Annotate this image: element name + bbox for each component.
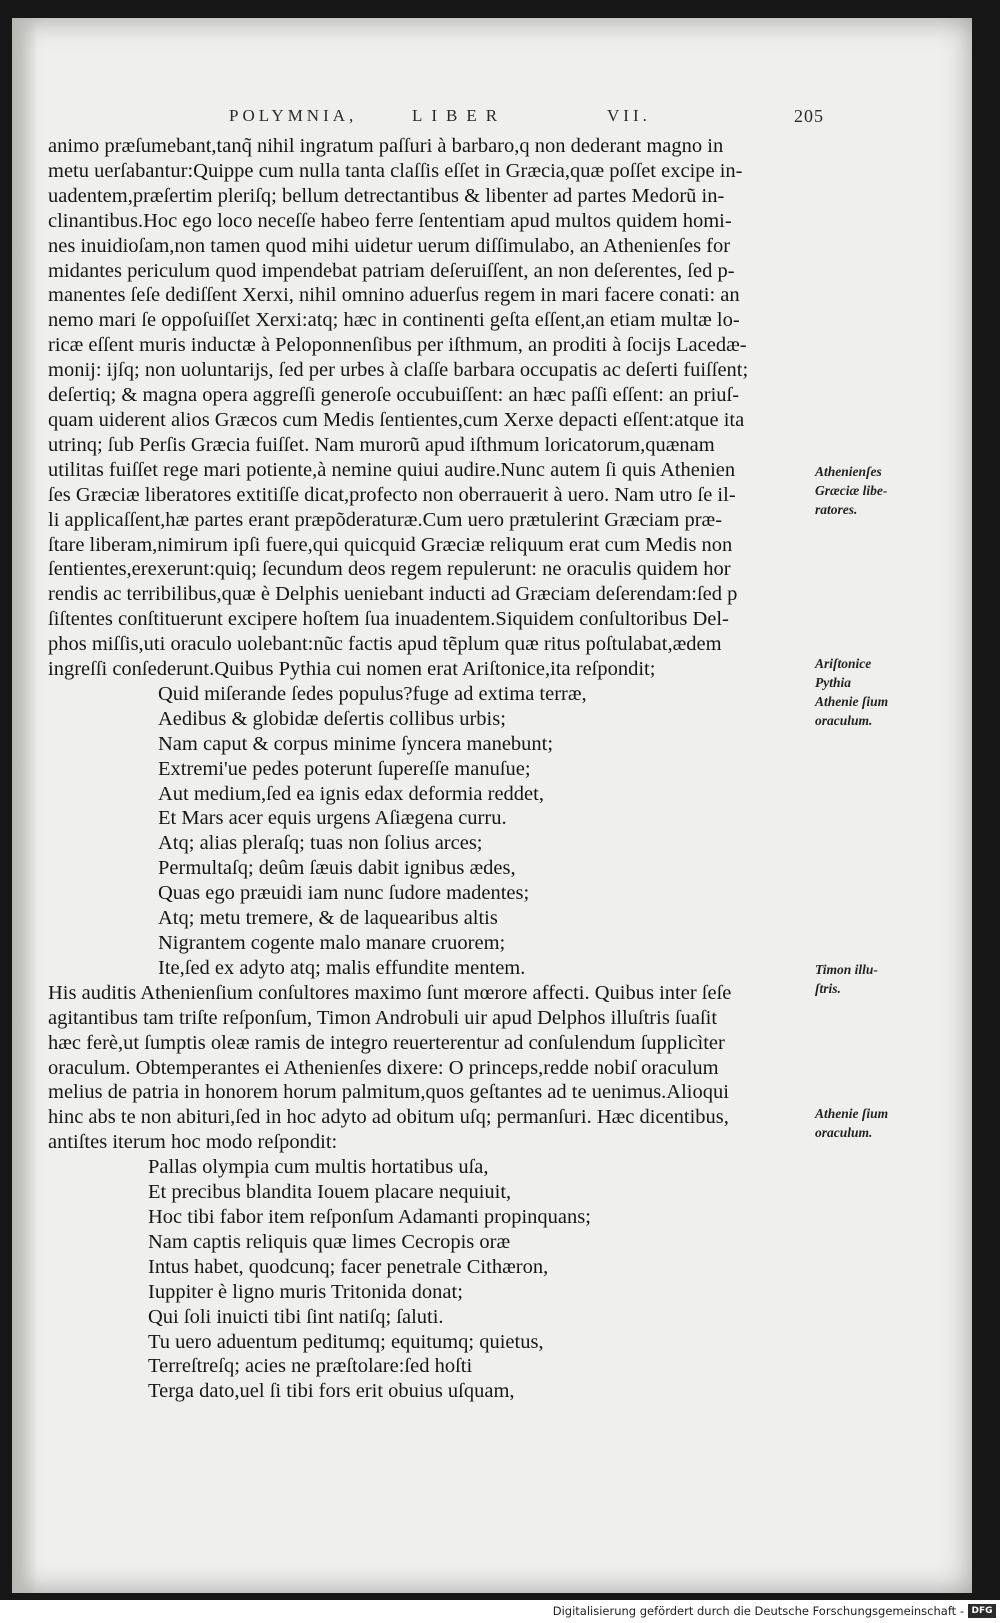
margin-note-line: Athenienſes [815, 464, 882, 479]
text-line: manentes ſeſe dediſſent Xerxi, nihil omnino aduerſus regem in mari facere conati: an [48, 284, 740, 307]
oracle-verse-1 [48, 682, 828, 981]
text-line: ſes Græciæ liberatores extitiſſe dicat,profecto non oberrauerit à uero. Nam utro ſe il- [48, 483, 736, 506]
oracle-verse-2 [48, 1155, 828, 1404]
margin-note-line: oraculum. [815, 1125, 873, 1140]
verse-line: Tu uero aduentum peditumq; equitumq; quietus, [148, 1330, 544, 1353]
verse-line: Quid miſerande ſedes populus?fuge ad extima terræ, [158, 682, 587, 705]
text-line: antiſtes iterum hoc modo reſpondit: [48, 1131, 338, 1154]
margin-note-aristonice [815, 654, 915, 730]
verse-line: Extremi'ue pedes poterunt ſupereſſe manuſue; [158, 757, 531, 780]
verse-line: Nam caput & corpus minime ſyncera manebunt; [158, 732, 554, 755]
text-line: agitantibus tam triſte reſponſum, Timon Androbuli uir apud Delphos illuſtris ſuaſit [48, 1006, 718, 1029]
verse-line: Nam captis reliquis quæ limes Cecropis oræ [148, 1230, 511, 1253]
margin-note-athenienses-liberatores [815, 462, 915, 519]
verse-line: Nigrantem cogente malo manare cruorem; [158, 932, 506, 954]
verse-line: Terga dato,uel ſi tibi fors erit obuius uſquam, [148, 1380, 515, 1403]
verse-line: Hoc tibi fabor item reſponſum Adamanti propinquans; [148, 1205, 591, 1228]
text-line: oraculum. Obtemperantes ei Athenienſes dixere: O princeps,redde nobiſ oraculum [48, 1056, 719, 1079]
margin-note-line: oraculum. [815, 713, 873, 728]
text-line: ricæ eſſent muris inductæ à Peloponnenſibus per iſthmum, an proditi à ſocijs Lacedæ- [48, 334, 747, 357]
margin-note-oraculum [815, 1104, 915, 1142]
margin-note-line: Pythia [815, 675, 851, 690]
text-line: nemo mari ſe oppoſuiſſet Xerxi:atq; hæc in continenti geſta eſſent,an etiam multæ lo- [48, 309, 740, 332]
text-line: rendis ac terribilibus,quæ è Delphis ueniebant inducti ad Græciam deſerendam:ſed p [48, 583, 738, 606]
margin-note-line: Athenie ſium [815, 694, 889, 709]
verse-line: Terreſtreſq; acies ne præſtolare:ſed hoſti [148, 1355, 473, 1378]
text-line: midantes periculum quod impendebat patriam deſeruiſſent, an non deſerentes, ſed p- [48, 259, 735, 282]
margin-note-timon [815, 960, 915, 998]
verse-line: Aedibus & globidæ deſertis collibus urbis; [158, 707, 506, 730]
text-line: hæc ferè,ut ſumptis oleæ ramis de integro reuerterentur ad conſulendum ſupplicìter [48, 1031, 725, 1054]
text-line: ingreſſi conſederunt.Quibus Pythia cui nomen erat Ariſtonice,ita reſpondit; [48, 658, 656, 681]
text-line: ſtare liberam,nimirum ipſi fuere,qui quicquid Græciæ reliquum erat cum Medis non [48, 533, 733, 556]
text-line: monij: ijſq; non uoluntarijs, ſed per urbes à claſſe barbara occupatis ac deſerti fuiſſent; [48, 359, 749, 382]
text-line: hinc abs te non abituri,ſed in hoc adyto ad obitum uſq; permanſuri. Hæc dicentibus, [48, 1106, 729, 1129]
text-line: utrinq; ſub Perſis Græcia fuiſſet. Nam murorũ apud iſthmum loricatorum,quænam [48, 433, 715, 456]
verse-line: Atq; alias pleraſq; tuas non ſolius arces; [158, 832, 483, 855]
text-line: metu uerſabantur:Quippe cum nulla tanta claſſis eſſet in Græcia,quæ poſſet excipe in- [48, 159, 743, 182]
verse-line: Intus habet, quodcunq; facer penetrale Cithæron, [148, 1255, 549, 1278]
text-line: uadentem,præſertim pleriſq; bellum detrectantibus & libenter ad partes Medorũ in- [48, 184, 725, 207]
dfg-logo-icon: DFG [968, 1604, 996, 1618]
footer-bar [0, 1600, 1000, 1623]
text-line: animo præſumebant,tanq̃ nihil ingratum paſſuri à barbaro,q non dederant magno in [48, 135, 724, 157]
running-head [12, 106, 972, 136]
margin-note-line: Athenie ſium [815, 1106, 889, 1121]
page-number: 205 [794, 106, 824, 126]
margin-note-line: Ariſtonice [815, 656, 872, 671]
text-line: utilitas fuiſſet rege mari potiente,à nemine quiui audire.Nunc autem ſi quis Athenien [48, 458, 736, 481]
verse-line: Et Mars acer equis urgens Aſiægena curru. [158, 807, 507, 830]
margin-note-line: Timon illu- [815, 962, 878, 977]
verse-line: Qui ſoli inuicti tibi ſint natiſq; ſaluti. [148, 1305, 444, 1328]
margin-note-line: ſtris. [815, 981, 841, 996]
verse-line: Pallas olympia cum multis hortatibus uſa, [148, 1156, 489, 1179]
running-head-right: VII. [607, 106, 651, 125]
margin-note-line: Græciæ libe- [815, 483, 888, 498]
verse-line: Et precibus blandita Iouem placare nequiuit, [148, 1181, 512, 1204]
text-line: deſertiq; & magna opera aggreſſi generoſe occubuiſſent: an hæc paſſi eſſent: an priuſ- [48, 384, 740, 407]
verse-line: Atq; metu tremere, & de laquearibus altis [158, 907, 498, 930]
text-line: ſentientes,erexerunt:quiq; ſecundum deos regem repulerunt: ne oraculis quidem hor [48, 558, 731, 581]
footer-credit: Digitalisierung gefördert durch die Deutsche Forschungsgemeinschaft - [552, 1604, 964, 1618]
verse-line: Quas ego præuidi iam nunc ſudore madentes; [158, 882, 530, 905]
text-line: melius de patria in honorem horum palmitum,quos geſtantes ad te uenimus.Alioqui [48, 1081, 729, 1104]
text-line: ſiſtentes conſtituerunt excipere hoſtem ſua inuadentem.Siquidem conſultoribus Del- [48, 608, 729, 631]
running-head-left: POLYMNIA, [229, 106, 358, 125]
main-text [48, 134, 828, 1404]
book-page [12, 18, 972, 1593]
text-line: quam uiderent alios Græcos cum Medis ſentientes,cum Xerxe depacti eſſent:atque ita [48, 408, 745, 431]
margin-note-line: ratores. [815, 502, 858, 517]
text-line: li applicaſſent,hæ partes erant præpõderaturæ.Cum uero prætulerint Græciam præ- [48, 508, 723, 531]
text-line: His auditis Athenienſium conſultores maximo ſunt mœrore affecti. Quibus inter ſeſe [48, 981, 732, 1004]
text-line: clinantibus.Hoc ego loco neceſſe habeo ferre ſententiam apud multos quidem homi- [48, 209, 732, 232]
text-line: phos miſſis,uti oraculo uolebant:nũc factis apud tẽplum quæ ritus poſtulabat,ædem [48, 633, 722, 656]
verse-line: Aut medium,ſed ea ignis edax deformia reddet, [158, 782, 544, 805]
text-line: nes inuidioſam,non tamen quod mihi uidetur uerum diſſimulabo, an Athenienſes for [48, 234, 731, 257]
verse-line: Ite,ſed ex adyto atq; malis effundite mentem. [158, 956, 526, 979]
verse-line: Permultaſq; deûm ſæuis dabit ignibus ædes, [158, 857, 516, 880]
running-head-middle: LIBER [412, 106, 507, 125]
verse-line: Iuppiter è ligno muris Tritonida donat; [148, 1280, 463, 1303]
